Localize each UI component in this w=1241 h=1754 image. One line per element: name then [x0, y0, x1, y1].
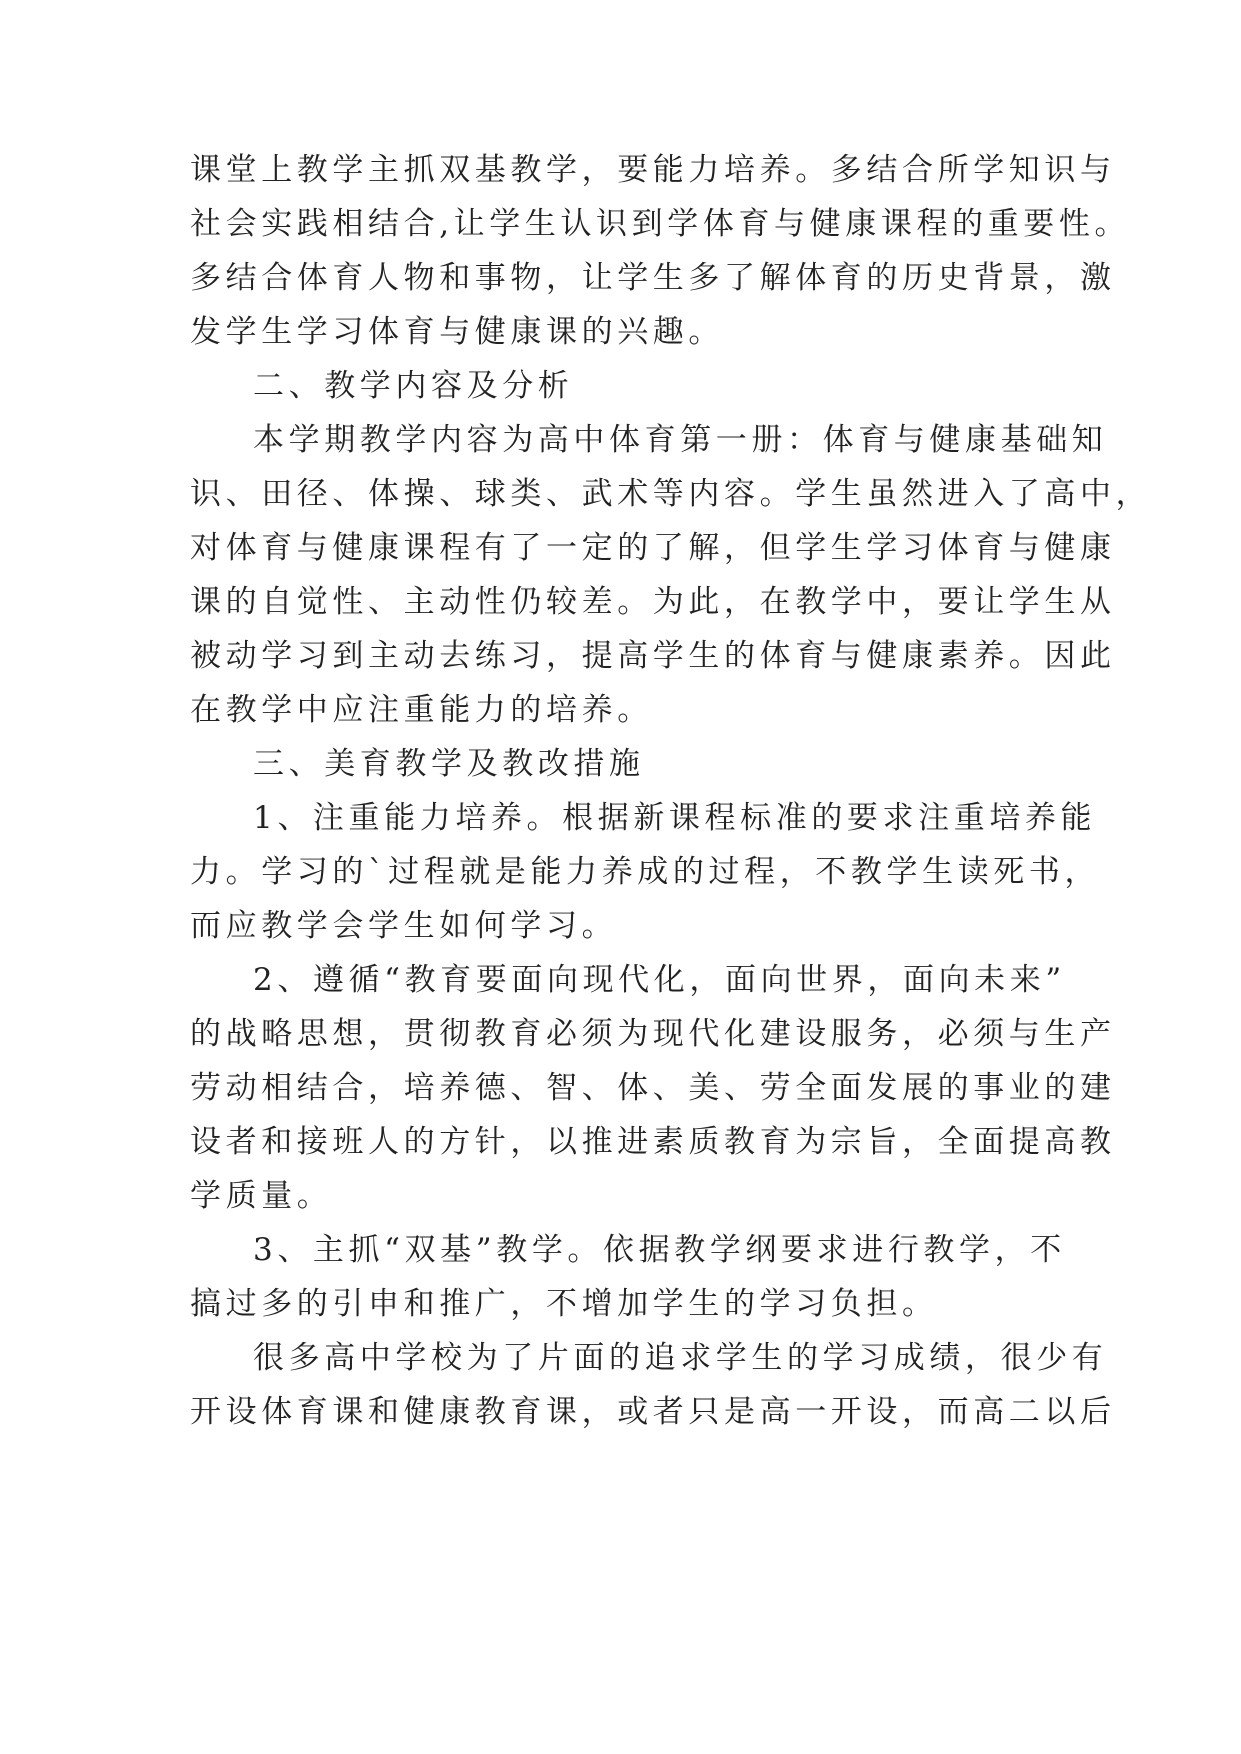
text-line: 而应教学会学生如何学习。: [190, 908, 618, 944]
text-line: 识、田径、体操、球类、武术等内容。学生虽然进入了高中，: [190, 476, 1152, 512]
text-line: 的战略思想，贯彻教育必须为现代化建设服务，必须与生产: [190, 1016, 1116, 1052]
text-line: 社会实践相结合,让学生认识到学体育与健康课程的重要性。: [190, 206, 1131, 242]
text-line: 学质量。: [190, 1178, 333, 1214]
text-line: 开设体育课和健康教育课，或者只是高一开设，而高二以后: [190, 1394, 1116, 1430]
text-line: 1、注重能力培养。根据新课程标准的要求注重培养能: [253, 800, 1097, 836]
text-line: 本学期教学内容为高中体育第一册：体育与健康基础知: [253, 422, 1108, 458]
text-line: 劳动相结合，培养德、智、体、美、劳全面发展的事业的建: [190, 1070, 1116, 1106]
text-line: 在教学中应注重能力的培养。: [190, 692, 653, 728]
text-line: 设者和接班人的方针，以推进素质教育为宗旨，全面提高教: [190, 1124, 1116, 1160]
text-line: 发学生学习体育与健康课的兴趣。: [190, 314, 724, 350]
text-line: 对体育与健康课程有了一定的了解，但学生学习体育与健康: [190, 530, 1116, 566]
text-line: 搞过多的引申和推广，不增加学生的学习负担。: [190, 1286, 938, 1322]
text-line: 多结合体育人物和事物，让学生多了解体育的历史背景，激: [190, 260, 1116, 296]
text-line: 课堂上教学主抓双基教学，要能力培养。多结合所学知识与: [190, 152, 1116, 188]
text-line: 课的自觉性、主动性仍较差。为此，在教学中，要让学生从: [190, 584, 1116, 620]
text-line: 2、遵循“教育要面向现代化，面向世界，面向未来”: [253, 962, 1066, 998]
text-line: 很多高中学校为了片面的追求学生的学习成绩，很少有: [253, 1340, 1108, 1376]
section-heading: 二、教学内容及分析: [253, 368, 574, 404]
text-line: 3、主抓“双基”教学。依据教学纲要求进行教学，不: [253, 1232, 1066, 1268]
section-heading: 三、美育教学及教改措施: [253, 746, 645, 782]
text-line: 力。学习的`过程就是能力养成的过程，不教学生读死书，: [190, 854, 1101, 890]
text-line: 被动学习到主动去练习，提高学生的体育与健康素养。因此: [190, 638, 1116, 674]
